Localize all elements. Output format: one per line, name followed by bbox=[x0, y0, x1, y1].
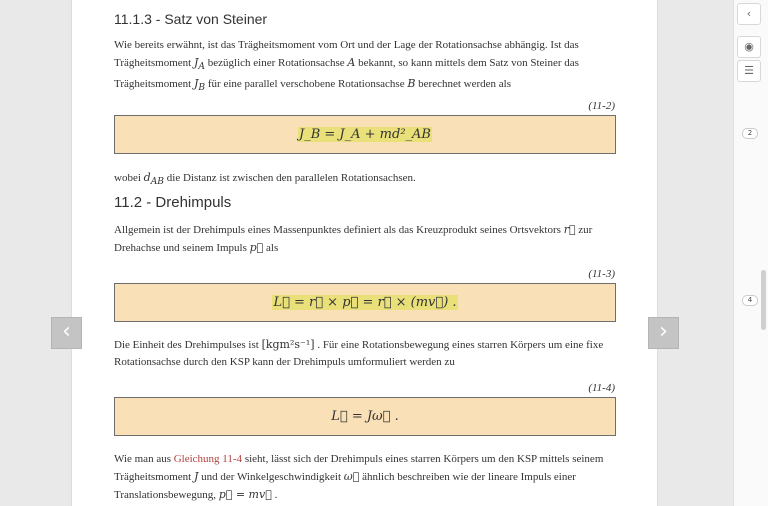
math-J-B: $J_B$ bbox=[193, 77, 206, 94]
equation-number: (11-2) bbox=[588, 100, 615, 112]
math-unit: [kgm²s⁻¹] bbox=[261, 338, 315, 351]
math-p-equals-mv: p⃗ = mv⃗ bbox=[218, 488, 272, 501]
collapse-panel-button[interactable] bbox=[737, 3, 761, 25]
paragraph-steiner-intro: Wie bereits erwähnt, ist das Trägheitsmoment vom Ort und der Lage der Rotationsachse abhängig. Ist das Trägheitsmoment $J_A$ bezüglich einer Rotationsachse A bekannt, so kann mittels dem Satz von Steiner das Trägheitsmoment $J_B$ für eine parallel verschobene Rotationsachse B berechnet werden als bbox=[114, 39, 579, 94]
scrollbar-thumb[interactable] bbox=[761, 270, 766, 330]
section-heading-drehimpuls: 11.2 - Drehimpuls bbox=[114, 194, 232, 211]
equation-box-drehimpuls bbox=[114, 283, 616, 322]
equation-number: (11-3) bbox=[588, 268, 615, 280]
math-p-vec: p⃗ bbox=[249, 241, 264, 254]
previous-page-button[interactable] bbox=[51, 317, 82, 349]
equation-box-rotation bbox=[114, 397, 616, 436]
next-page-button[interactable] bbox=[648, 317, 679, 349]
paragraph-comparison: Wie man aus Gleichung 11-4 sieht, lässt sich der Drehimpuls eines starren Körpers um den KSP mittels seinem Trägheitsmoment J und der Winkelgeschwindigkeit ω⃗ ähnlich beschreiben wie der lineare Impuls einer Translationsbewegung, p⃗ = mv⃗ . bbox=[114, 453, 604, 501]
math-omega-vec: ω⃗ bbox=[343, 470, 360, 483]
chevron-left-icon: ‹ bbox=[62, 319, 71, 344]
paragraph-unit: Die Einheit des Drehimpulses ist [kgm²s⁻¹] . Für eine Rotationsbewegung eines starren Körpers um eine fixe Rotationsachse durch den KSP kann der Drehimpuls umformuliert werden zu bbox=[114, 338, 604, 368]
paragraph-distance: wobei $d_{AB}$ die Distanz ist zwischen den parallelen Rotationsachsen. bbox=[114, 171, 416, 188]
chevron-right-icon: › bbox=[659, 319, 668, 344]
side-rail bbox=[733, 0, 768, 506]
visibility-button[interactable] bbox=[737, 36, 761, 58]
math-d-AB: $d_{AB}$ bbox=[143, 171, 165, 188]
equation-number: (11-4) bbox=[588, 382, 615, 394]
page-marker[interactable]: 4 bbox=[742, 295, 758, 306]
math-r-vec: r⃗ bbox=[563, 223, 576, 236]
math-J-A: $J_A$ bbox=[193, 56, 206, 73]
equation-rotation: L⃗ = Jω⃗ . bbox=[331, 409, 399, 424]
eye-icon: ◉ bbox=[744, 40, 754, 53]
equation-box-steiner bbox=[114, 115, 616, 154]
notes-icon: ☰ bbox=[744, 64, 754, 77]
math-A: A bbox=[347, 56, 356, 69]
math-J: J bbox=[193, 470, 199, 483]
section-heading-steiner: 11.1.3 - Satz von Steiner bbox=[114, 11, 268, 27]
notes-button[interactable] bbox=[737, 60, 761, 82]
equation-drehimpuls: L⃗ = r⃗ × p⃗ = r⃗ × (mv⃗) . bbox=[273, 295, 457, 310]
paragraph-drehimpuls-def: Allgemein ist der Drehimpuls eines Massenpunktes definiert als das Kreuzprodukt seines Ortsvektors r⃗ zur Drehachse und seinem Impuls p⃗ als bbox=[114, 223, 593, 254]
equation-steiner: J_B = J_A + md²_AB bbox=[299, 127, 431, 142]
equation-link[interactable]: Gleichung 11-4 bbox=[173, 453, 243, 465]
document-page bbox=[71, 0, 658, 506]
page-marker[interactable]: 2 bbox=[742, 128, 758, 139]
chevron-left-icon: ‹ bbox=[746, 7, 752, 20]
math-B: B bbox=[407, 77, 416, 91]
